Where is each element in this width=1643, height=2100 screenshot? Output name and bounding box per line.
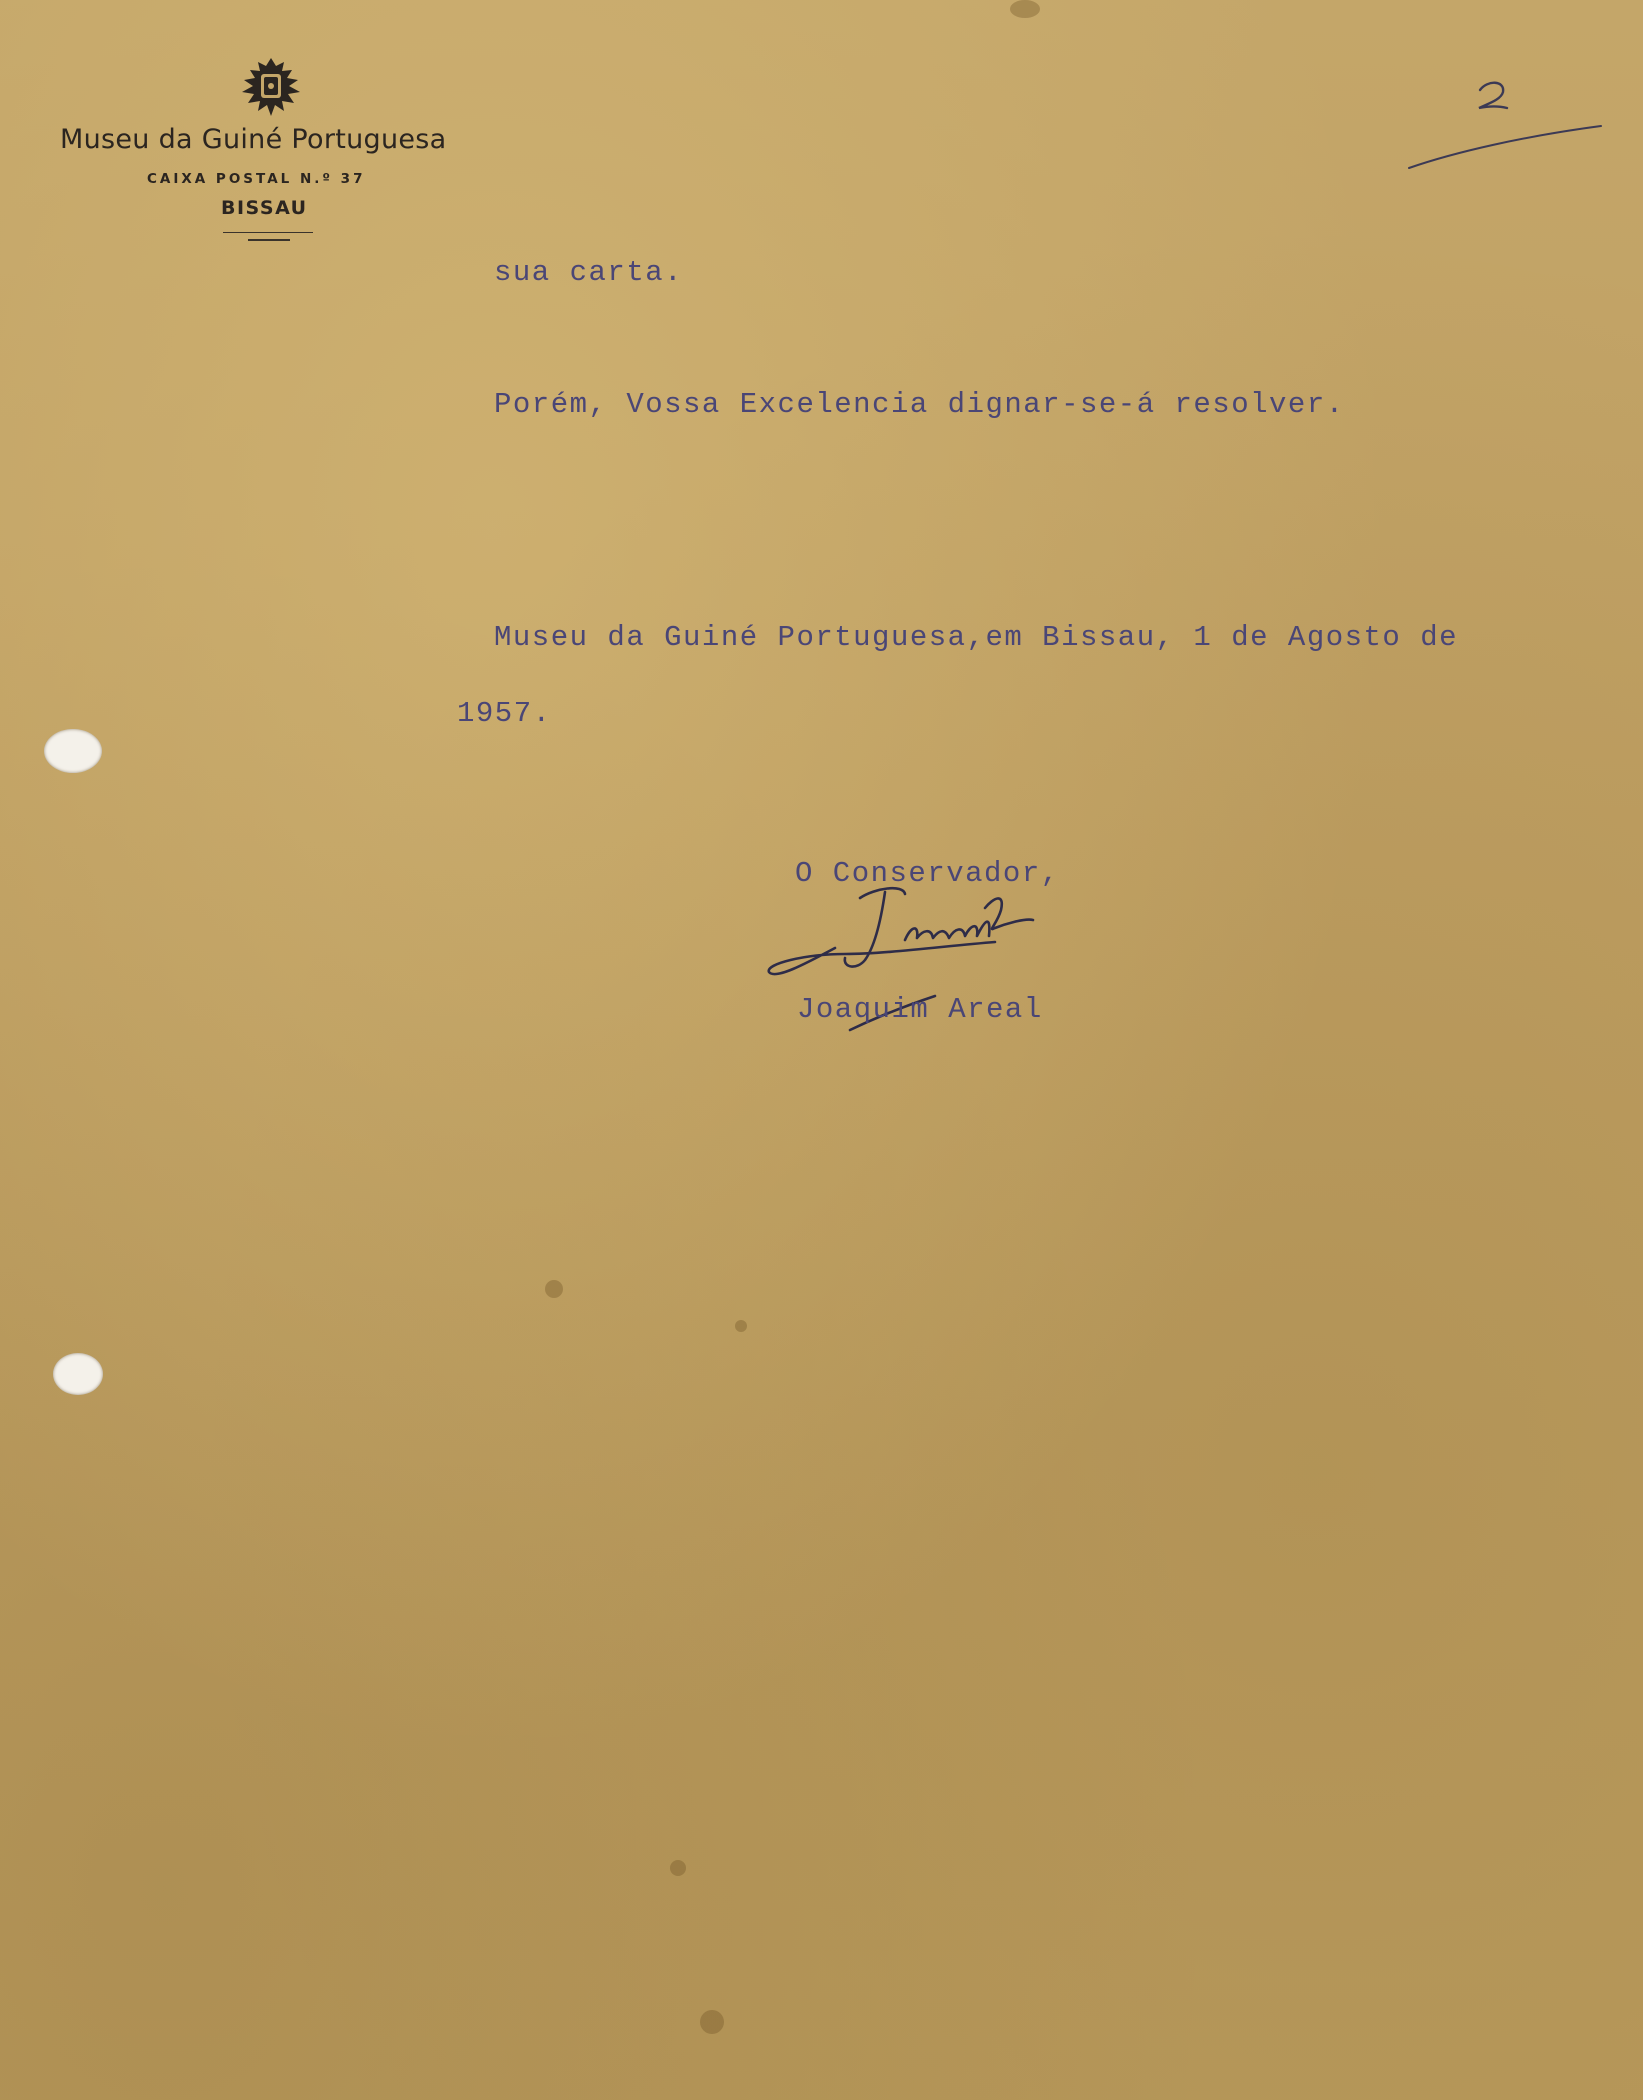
year-line: 1957. <box>457 697 552 730</box>
place-date-line: Museu da Guiné Portuguesa,em Bissau, 1 de Agosto de <box>494 621 1459 654</box>
stain <box>735 1320 747 1332</box>
stain <box>700 2010 724 2034</box>
stain <box>545 1280 563 1298</box>
stain <box>670 1860 686 1876</box>
punch-hole-bottom <box>53 1353 103 1395</box>
postal-box: CAIXA POSTAL N.º 37 <box>147 171 366 187</box>
closing-title: O Conservador, <box>795 857 1060 890</box>
body-line: Porém, Vossa Excelencia dignar-se-á resolver. <box>494 388 1345 421</box>
crest-icon <box>232 56 310 120</box>
stain <box>1010 0 1040 18</box>
letterhead-rule-short <box>248 239 290 241</box>
punch-hole-top <box>44 729 102 773</box>
body-line: sua carta. <box>494 256 684 289</box>
letterhead-city: BISSAU <box>221 197 308 219</box>
letterhead-rule <box>223 232 313 233</box>
page-number-mark <box>1395 60 1615 180</box>
institution-name: Museu da Guiné Portuguesa <box>60 124 447 155</box>
signatory-name: Joaquim Areal <box>797 993 1043 1026</box>
